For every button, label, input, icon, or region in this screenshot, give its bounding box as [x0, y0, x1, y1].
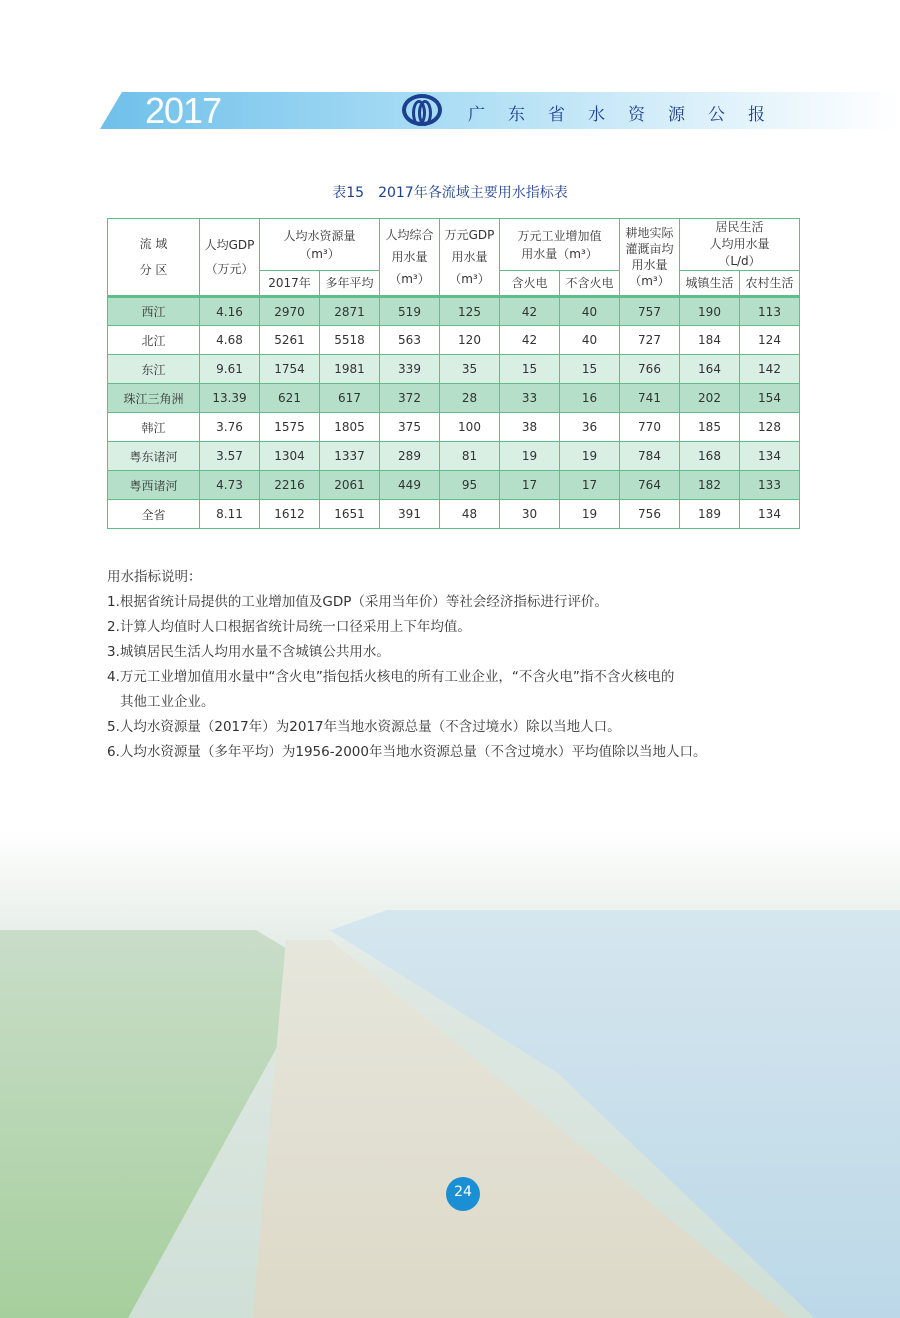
value-cell: 449 [380, 471, 440, 500]
note-item: 2.计算人均值时人口根据省统计局统一口径采用上下年均值。 [107, 619, 471, 635]
value-cell: 1651 [320, 500, 380, 529]
value-cell: 4.16 [200, 297, 260, 326]
value-cell: 133 [740, 471, 800, 500]
value-cell: 19 [560, 500, 620, 529]
value-cell: 154 [740, 384, 800, 413]
value-cell: 42 [500, 297, 560, 326]
header-title: 广东省水资源公报 [468, 105, 788, 125]
value-cell: 164 [680, 355, 740, 384]
note-item: 3.城镇居民生活人均用水量不含城镇公共用水。 [107, 644, 390, 660]
value-cell: 1575 [260, 413, 320, 442]
value-cell: 2871 [320, 297, 380, 326]
table-row [108, 413, 800, 442]
value-cell: 3.57 [200, 442, 260, 471]
value-cell: 184 [680, 326, 740, 355]
value-cell: 2970 [260, 297, 320, 326]
value-cell: 339 [380, 355, 440, 384]
note-item: 1.根据省统计局提供的工业增加值及GDP（采用当年价）等社会经济指标进行评价。 [107, 594, 608, 610]
water-use-indicator-table [107, 218, 800, 529]
value-cell: 189 [680, 500, 740, 529]
value-cell: 113 [740, 297, 800, 326]
value-cell: 2216 [260, 471, 320, 500]
value-cell: 15 [500, 355, 560, 384]
value-cell: 30 [500, 500, 560, 529]
value-cell: 8.11 [200, 500, 260, 529]
table-row [108, 326, 800, 355]
value-cell: 1337 [320, 442, 380, 471]
value-cell: 13.39 [200, 384, 260, 413]
value-cell: 1805 [320, 413, 380, 442]
region-cell: 北江 [108, 326, 200, 355]
header-wr-avg: 多年平均 [320, 271, 380, 297]
region-cell: 粤西诸河 [108, 471, 200, 500]
header-ind-fire: 含火电 [500, 271, 560, 297]
value-cell: 1754 [260, 355, 320, 384]
header-gdp: 人均GDP （万元） [200, 219, 260, 297]
table-row [108, 384, 800, 413]
table-row [108, 500, 800, 529]
table-row [108, 442, 800, 471]
region-cell: 韩江 [108, 413, 200, 442]
value-cell: 391 [380, 500, 440, 529]
notes [107, 565, 706, 765]
header-res-rural: 农村生活 [740, 271, 800, 297]
note-item: 5.人均水资源量（2017年）为2017年当地水资源总量（不含过境水）除以当地人口。 [107, 719, 621, 735]
value-cell: 48 [440, 500, 500, 529]
value-cell: 182 [680, 471, 740, 500]
header-wr-2017: 2017年 [260, 271, 320, 297]
table-title: 表15 2017年各流域主要用水指标表 [332, 185, 568, 201]
value-cell: 19 [560, 442, 620, 471]
value-cell: 289 [380, 442, 440, 471]
header-residential-use: 居民生活 人均用水量 （L/d） [680, 219, 800, 271]
value-cell: 4.68 [200, 326, 260, 355]
page-number: 24 [446, 1177, 480, 1211]
header-industrial-use: 万元工业增加值 用水量（m³） [500, 219, 620, 271]
value-cell: 372 [380, 384, 440, 413]
value-cell: 375 [380, 413, 440, 442]
value-cell: 120 [440, 326, 500, 355]
value-cell: 19 [500, 442, 560, 471]
region-cell: 粤东诸河 [108, 442, 200, 471]
region-cell: 珠江三角洲 [108, 384, 200, 413]
header-res-urban: 城镇生活 [680, 271, 740, 297]
table-row [108, 355, 800, 384]
value-cell: 5518 [320, 326, 380, 355]
table-row [108, 471, 800, 500]
value-cell: 756 [620, 500, 680, 529]
value-cell: 38 [500, 413, 560, 442]
value-cell: 124 [740, 326, 800, 355]
region-cell: 东江 [108, 355, 200, 384]
value-cell: 40 [560, 326, 620, 355]
header-gdp-use: 万元GDP 用水量 （m³） [440, 219, 500, 297]
value-cell: 190 [680, 297, 740, 326]
value-cell: 134 [740, 442, 800, 471]
header-year: 2017 [145, 90, 222, 131]
value-cell: 17 [500, 471, 560, 500]
value-cell: 168 [680, 442, 740, 471]
table-row [108, 297, 800, 326]
header-per-capita-use: 人均综合 用水量 （m³） [380, 219, 440, 297]
value-cell: 28 [440, 384, 500, 413]
note-item: 6.人均水资源量（多年平均）为1956-2000年当地水资源总量（不含过境水）平均值除以当地人口。 [107, 744, 707, 760]
value-cell: 741 [620, 384, 680, 413]
value-cell: 621 [260, 384, 320, 413]
value-cell: 15 [560, 355, 620, 384]
value-cell: 784 [620, 442, 680, 471]
value-cell: 16 [560, 384, 620, 413]
value-cell: 134 [740, 500, 800, 529]
value-cell: 81 [440, 442, 500, 471]
value-cell: 764 [620, 471, 680, 500]
value-cell: 519 [380, 297, 440, 326]
value-cell: 3.76 [200, 413, 260, 442]
value-cell: 770 [620, 413, 680, 442]
value-cell: 5261 [260, 326, 320, 355]
value-cell: 142 [740, 355, 800, 384]
value-cell: 757 [620, 297, 680, 326]
value-cell: 9.61 [200, 355, 260, 384]
value-cell: 4.73 [200, 471, 260, 500]
value-cell: 1612 [260, 500, 320, 529]
water-resources-logo-icon [402, 94, 442, 126]
value-cell: 2061 [320, 471, 380, 500]
value-cell: 766 [620, 355, 680, 384]
note-item: 其他工业企业。 [120, 694, 215, 710]
value-cell: 617 [320, 384, 380, 413]
value-cell: 1304 [260, 442, 320, 471]
value-cell: 36 [560, 413, 620, 442]
header-irrigation-use: 耕地实际 灌溉亩均 用水量 （m³） [620, 219, 680, 297]
value-cell: 128 [740, 413, 800, 442]
value-cell: 185 [680, 413, 740, 442]
value-cell: 125 [440, 297, 500, 326]
region-cell: 西江 [108, 297, 200, 326]
value-cell: 35 [440, 355, 500, 384]
value-cell: 563 [380, 326, 440, 355]
value-cell: 40 [560, 297, 620, 326]
value-cell: 1981 [320, 355, 380, 384]
value-cell: 727 [620, 326, 680, 355]
region-cell: 全省 [108, 500, 200, 529]
header-ind-nofire: 不含火电 [560, 271, 620, 297]
value-cell: 100 [440, 413, 500, 442]
value-cell: 33 [500, 384, 560, 413]
header-water-resources: 人均水资源量 （m³） [260, 219, 380, 271]
value-cell: 95 [440, 471, 500, 500]
value-cell: 202 [680, 384, 740, 413]
value-cell: 17 [560, 471, 620, 500]
notes-title: 用水指标说明： [107, 569, 202, 585]
note-item: 4.万元工业增加值用水量中“含火电”指包括火核电的所有工业企业，“不含火电”指不含火核电的 [107, 669, 675, 685]
value-cell: 42 [500, 326, 560, 355]
header-region: 流 域 分 区 [108, 219, 200, 297]
